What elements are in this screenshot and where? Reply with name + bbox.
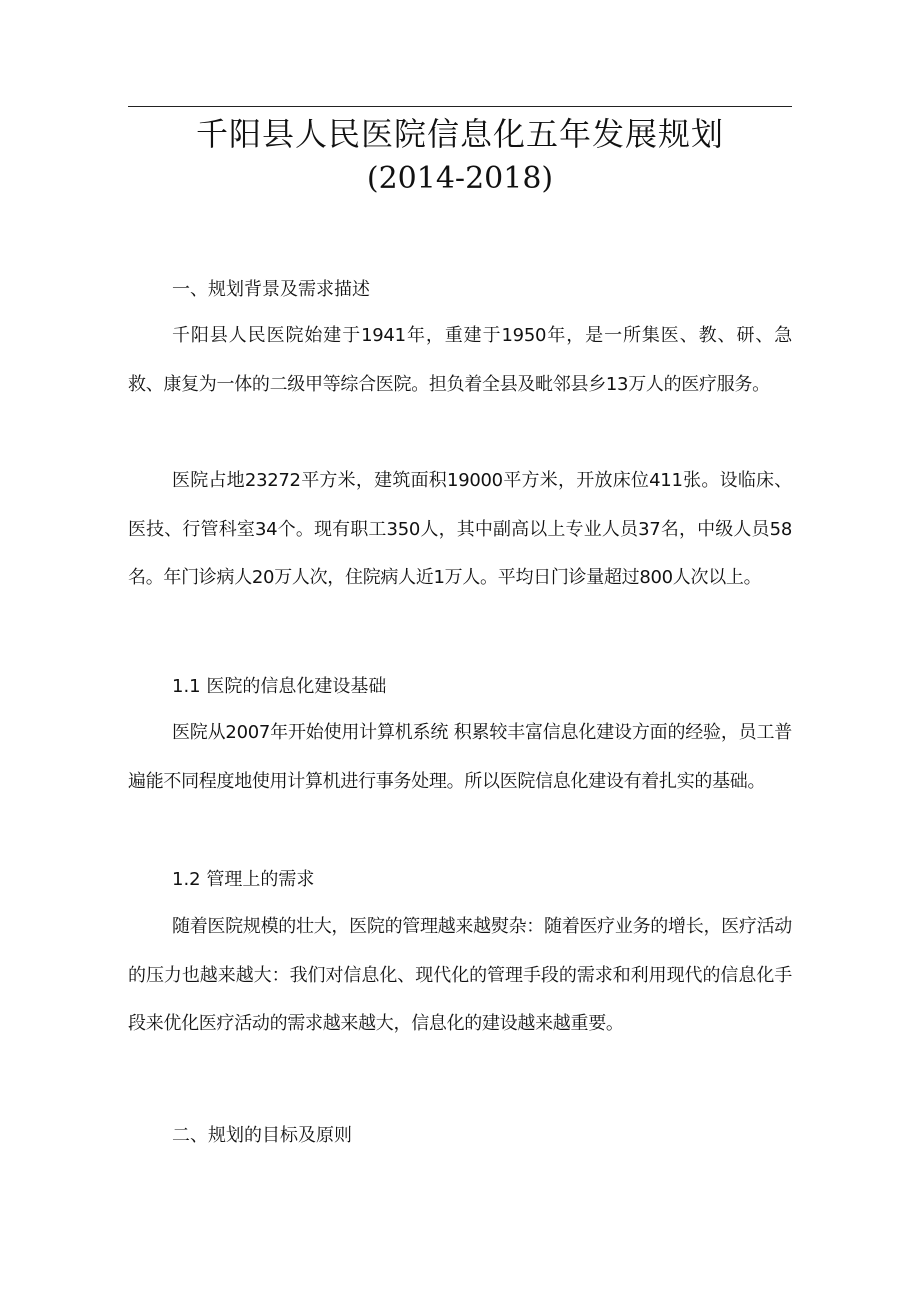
- section-1-2-heading: 1.2 管理上的需求: [172, 869, 315, 890]
- section-1-1-heading: 1.1 医院的信息化建设基础: [172, 676, 387, 697]
- document-title-years: (2014-2018): [366, 161, 554, 196]
- section-1-2-paragraph: 随着医院规模的壮大，医院的管理越来越熨杂：随着医疗业务的增长，医疗活动的压力也越来越大：我们对信息化、现代化的管理手段的需求和利用现代的信息化手段来优化医疗活动的需求越来越大，信息化的建设越来越重要。: [128, 916, 792, 1034]
- section-1-paragraph-1: 千阳县人民医院始建于1941年，重建于1950年，是一所集医、教、研、急救、康复为一体的二级甲等综合医院。担负着全县及毗邻县乡13万人的医疗服务。: [128, 325, 792, 395]
- document-title: 千阳县人民医院信息化五年发展规划: [195, 115, 724, 153]
- header-rule: [128, 106, 792, 107]
- section-1-paragraph-2: 医院占地23272平方米，建筑面积19000平方米，开放床位411张。设临床、医技、行管科室34个。现有职工350人，其中副高以上专业人员37名，中级人员58名。年门诊病人20万人次，住院病人近1万人。平均日门诊量超过800人次以上。: [128, 470, 792, 588]
- section-1-heading: 一、规划背景及需求描述: [172, 279, 370, 300]
- section-1-1-paragraph: 医院从2007年开始使用计算机系统 积累较丰富信息化建设方面的经验，员工普遍能不同程度地使用计算机进行事务处理。所以医院信息化建设有着扎实的基础。: [128, 722, 792, 792]
- section-2-heading: 二、规划的目标及原则: [172, 1125, 352, 1146]
